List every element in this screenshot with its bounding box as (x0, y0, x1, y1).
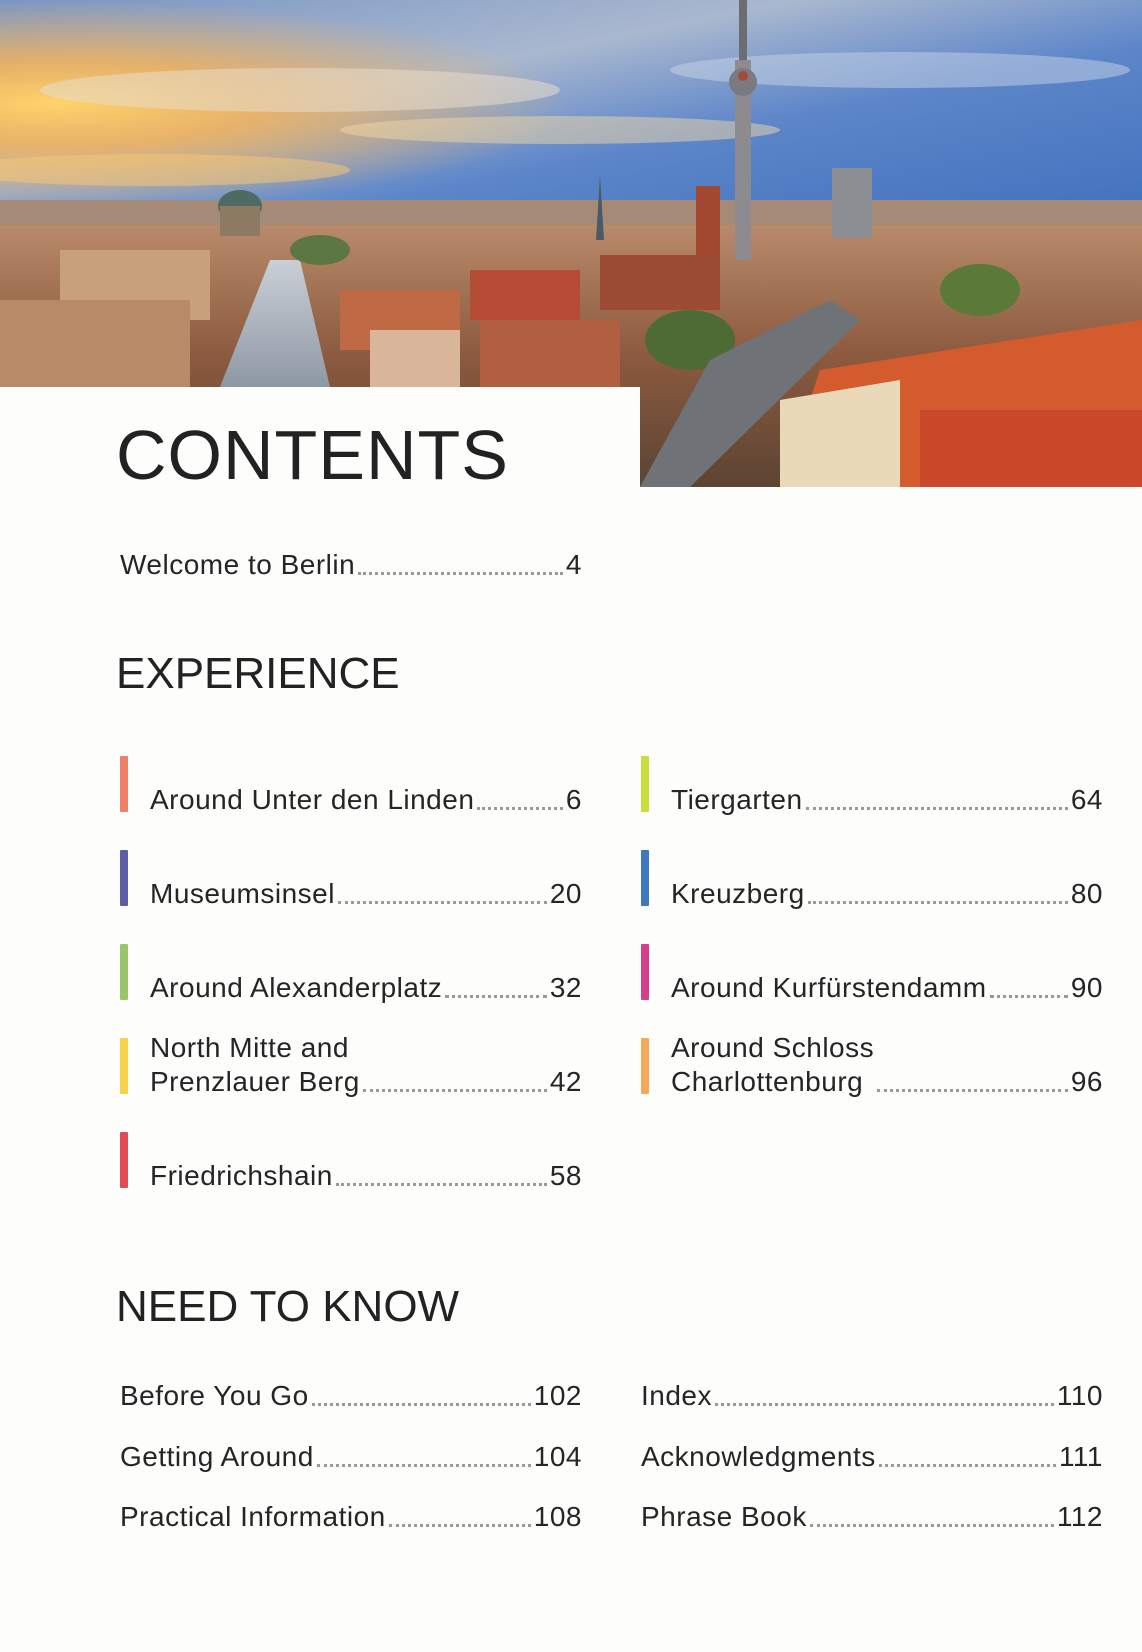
dot-leader (336, 1183, 547, 1186)
toc-entry-index[interactable] (641, 1379, 1103, 1413)
toc-entry-tiergarten[interactable] (671, 783, 1103, 817)
dot-leader (338, 901, 547, 904)
color-marker (641, 944, 649, 1000)
toc-entry-page: 32 (549, 972, 582, 1003)
toc-entry-before-you-go[interactable] (120, 1379, 582, 1413)
toc-entry-page: 112 (1056, 1501, 1103, 1532)
toc-entry-page: 104 (533, 1441, 582, 1472)
toc-entry-page: 80 (1070, 878, 1103, 909)
color-marker (120, 756, 128, 812)
color-marker (120, 850, 128, 906)
color-marker (641, 756, 649, 812)
dot-leader (715, 1403, 1054, 1406)
toc-entry-label: Around Alexanderplatz (150, 972, 443, 1003)
toc-entry-page: 64 (1070, 784, 1103, 815)
color-marker (120, 1038, 128, 1094)
toc-entry-label: Before You Go (120, 1380, 309, 1411)
toc-entry-page: 90 (1070, 972, 1103, 1003)
toc-entry-label: Around Schloss Charlottenburg (671, 1032, 875, 1097)
toc-entry-label: North Mitte and Prenzlauer Berg (150, 1032, 360, 1097)
toc-entry-page: 6 (565, 784, 582, 815)
dot-leader (358, 572, 563, 575)
toc-entry-page: 102 (533, 1380, 582, 1411)
toc-entry-around-schloss-charlottenburg[interactable] (671, 1031, 1103, 1099)
toc-entry-page: 4 (565, 549, 582, 580)
dot-leader (990, 995, 1068, 998)
toc-entry-label: Acknowledgments (641, 1441, 876, 1472)
dot-leader (808, 901, 1068, 904)
toc-entry-label: Around Unter den Linden (150, 784, 475, 815)
toc-entry-getting-around[interactable] (120, 1440, 582, 1474)
section-title-experience: EXPERIENCE (116, 649, 400, 698)
toc-entry-page: 108 (533, 1501, 582, 1532)
toc-entry-around-unter-den-linden[interactable] (150, 783, 582, 817)
toc-entry-label: Kreuzberg (671, 878, 805, 909)
color-marker (641, 1038, 649, 1094)
toc-entry-page: 110 (1056, 1380, 1103, 1411)
toc-entry-kreuzberg[interactable] (671, 877, 1103, 911)
toc-entry-page: 111 (1058, 1441, 1103, 1472)
toc-entry-label: Tiergarten (671, 784, 803, 815)
dot-leader (445, 995, 547, 998)
toc-entry-label: Friedrichshain (150, 1160, 333, 1191)
toc-entry-museumsinsel[interactable] (150, 877, 582, 911)
color-marker (641, 850, 649, 906)
toc-entry-page: 58 (549, 1160, 582, 1191)
toc-entry-welcome[interactable] (120, 548, 582, 582)
toc-entry-practical-information[interactable] (120, 1500, 582, 1534)
color-marker (120, 944, 128, 1000)
toc-entry-label: Practical Information (120, 1501, 386, 1532)
toc-entry-acknowledgments[interactable] (641, 1440, 1103, 1474)
dot-leader (389, 1524, 531, 1527)
toc-entry-north-mitte-prenzlauer-berg[interactable] (150, 1031, 582, 1099)
toc-entry-page: 20 (549, 878, 582, 909)
dot-leader (312, 1403, 531, 1406)
page-title: CONTENTS (116, 416, 509, 494)
toc-entry-page: 42 (549, 1066, 582, 1097)
toc-entry-page: 96 (1070, 1066, 1103, 1097)
section-title-need-to-know: NEED TO KNOW (116, 1282, 460, 1331)
hero-photo-berlin-skyline (0, 0, 1142, 487)
toc-entry-label: Museumsinsel (150, 878, 335, 909)
toc-entry-label: Around Kurfürstendamm (671, 972, 987, 1003)
toc-entry-label: Welcome to Berlin (120, 549, 356, 580)
toc-entry-around-alexanderplatz[interactable] (150, 971, 582, 1005)
toc-entry-friedrichshain[interactable] (150, 1159, 582, 1193)
dot-leader (810, 1524, 1054, 1527)
toc-entry-label: Getting Around (120, 1441, 314, 1472)
toc-entry-label: Phrase Book (641, 1501, 807, 1532)
dot-leader (317, 1464, 531, 1467)
dot-leader (806, 807, 1068, 810)
toc-entry-around-kurfuerstendamm[interactable] (671, 971, 1103, 1005)
toc-entry-label: Index (641, 1380, 712, 1411)
dot-leader (363, 1089, 547, 1092)
dot-leader (879, 1464, 1056, 1467)
color-marker (120, 1132, 128, 1188)
dot-leader (877, 1089, 1068, 1092)
toc-entry-phrase-book[interactable] (641, 1500, 1103, 1534)
dot-leader (477, 807, 563, 810)
